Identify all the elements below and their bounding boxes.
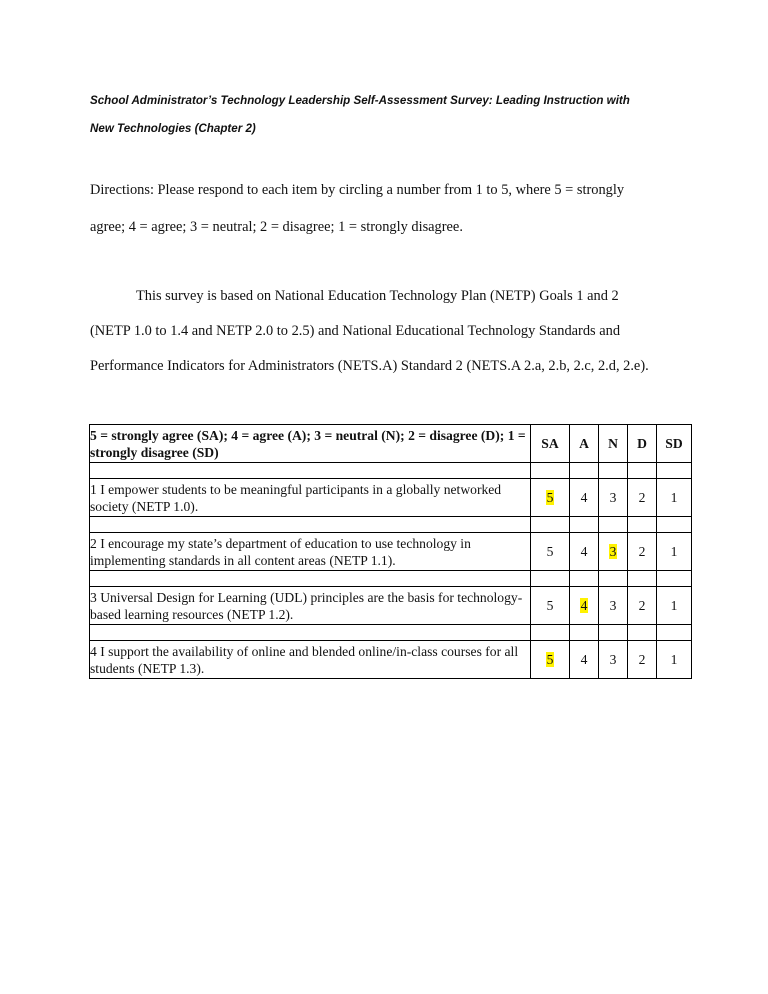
basis-line-2: (NETP 1.0 to 1.4 and NETP 2.0 to 2.5) and National Educational Technology Standards and xyxy=(90,323,621,339)
spacer-row xyxy=(90,625,692,641)
score-3[interactable]: 3 xyxy=(609,543,617,559)
column-d: D xyxy=(628,425,657,463)
survey-item-row xyxy=(90,587,692,625)
score-1[interactable]: 1 xyxy=(670,489,678,505)
scale-legend: 5 = strongly agree (SA); 4 = agree (A); 3 = neutral (N); 2 = disagree (D); 1 = strongly disagree (SD) xyxy=(90,425,531,463)
score-3[interactable]: 3 xyxy=(609,651,617,667)
basis-line-1: This survey is based on National Education Technology Plan (NETP) Goals 1 and 2 xyxy=(136,288,619,304)
spacer-row xyxy=(90,571,692,587)
item-statement: 2 I encourage my state’s department of education to use technology in implementing standards in all content areas (NETP 1.1). xyxy=(90,533,531,571)
item-statement: 3 Universal Design for Learning (UDL) principles are the basis for technology-based learning resources (NETP 1.2). xyxy=(90,587,531,625)
spacer-row xyxy=(90,463,692,479)
column-sd: SD xyxy=(657,425,692,463)
column-n: N xyxy=(599,425,628,463)
table-header-row xyxy=(90,425,692,463)
directions-line-2: agree; 4 = agree; 3 = neutral; 2 = disagree; 1 = strongly disagree. xyxy=(90,219,463,235)
score-1[interactable]: 1 xyxy=(670,597,678,613)
score-5[interactable]: 5 xyxy=(546,597,554,613)
score-2[interactable]: 2 xyxy=(638,543,646,559)
score-4[interactable]: 4 xyxy=(580,489,588,505)
score-5[interactable]: 5 xyxy=(546,543,554,559)
column-sa: SA xyxy=(531,425,570,463)
survey-table xyxy=(89,424,692,679)
score-5[interactable]: 5 xyxy=(546,489,554,505)
column-a: A xyxy=(570,425,599,463)
survey-title-line-1: School Administrator’s Technology Leadership Self-Assessment Survey: Leading Instruction with xyxy=(90,94,630,107)
score-5[interactable]: 5 xyxy=(546,651,554,667)
score-1[interactable]: 1 xyxy=(670,651,678,667)
score-4[interactable]: 4 xyxy=(580,651,588,667)
directions-line-1: Directions: Please respond to each item by circling a number from 1 to 5, where 5 = strongly xyxy=(90,182,625,198)
score-4[interactable]: 4 xyxy=(580,543,588,559)
score-2[interactable]: 2 xyxy=(638,489,646,505)
survey-item-row xyxy=(90,479,692,517)
survey-item-row xyxy=(90,533,692,571)
item-statement: 4 I support the availability of online and blended online/in-class courses for all students (NETP 1.3). xyxy=(90,641,531,679)
survey-title-line-2: New Technologies (Chapter 2) xyxy=(90,122,256,135)
score-4[interactable]: 4 xyxy=(580,597,588,613)
score-3[interactable]: 3 xyxy=(609,597,617,613)
score-1[interactable]: 1 xyxy=(670,543,678,559)
survey-item-row xyxy=(90,641,692,679)
score-2[interactable]: 2 xyxy=(638,597,646,613)
score-3[interactable]: 3 xyxy=(609,489,617,505)
score-2[interactable]: 2 xyxy=(638,651,646,667)
spacer-row xyxy=(90,517,692,533)
basis-line-3: Performance Indicators for Administrators (NETS.A) Standard 2 (NETS.A 2.a, 2.b, 2.c, 2.d, 2.e). xyxy=(90,358,649,374)
item-statement: 1 I empower students to be meaningful participants in a globally networked society (NETP 1.0). xyxy=(90,479,531,517)
